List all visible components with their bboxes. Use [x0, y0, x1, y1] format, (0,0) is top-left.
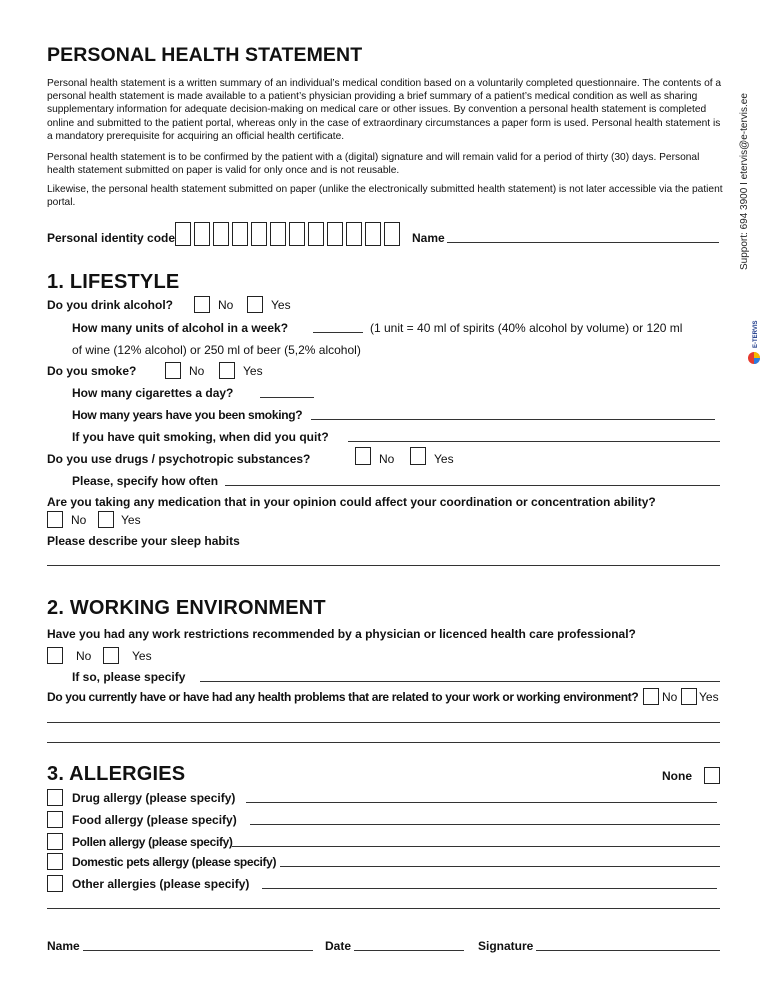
alcohol-question: Do you drink alcohol?: [47, 298, 174, 312]
drug-allergy-label: Drug allergy (please specify): [72, 791, 236, 805]
pollen-allergy-label: Pollen allergy (please specify): [72, 835, 233, 849]
other-allergy-label: Other allergies (please specify): [72, 877, 250, 891]
alcohol-units-question: How many units of alcohol in a week?: [72, 321, 289, 335]
name-label: Name: [412, 231, 445, 245]
e-tervis-logo: [747, 304, 761, 366]
smoke-question: Do you smoke?: [47, 364, 137, 378]
drugs-yes-checkbox[interactable]: [410, 447, 426, 465]
drugs-frequency-field[interactable]: [225, 485, 720, 486]
work-health-problems-question: Do you currently have or have had any health problems that are related to your work or working environment?: [47, 690, 639, 704]
medication-yes-checkbox[interactable]: [98, 511, 114, 528]
medication-no-checkbox[interactable]: [47, 511, 63, 528]
work-restrictions-yes-checkbox[interactable]: [103, 647, 119, 664]
alcohol-yes-label: Yes: [271, 298, 291, 312]
food-allergy-field[interactable]: [250, 824, 720, 825]
work-specify-field[interactable]: [200, 681, 720, 682]
pollen-allergy-field[interactable]: [232, 846, 720, 847]
other-allergy-field[interactable]: [262, 888, 717, 889]
food-allergy-label: Food allergy (please specify): [72, 813, 237, 827]
cigarettes-question: How many cigarettes a day?: [72, 386, 234, 400]
intro-paragraph-1: Personal health statement is a written summary of an individual’s medical condition based on a voluntarily completed questionnaire. The contents of a personal health statement is made available to a patient’s physician providing a brief summary of a patient’s medical condition as well as sharing supplementary information for adequate decision-making on medical care or other issues. By convention a personal health statement is completed online and submitted to the patient portal, whereas only in the case of extraordinary circumstances a paper form is used. Personal health statement is a mandatory prerequisite for acquiring an official health certificate.: [47, 78, 722, 142]
quit-smoking-question: If you have quit smoking, when did you quit?: [72, 430, 329, 444]
smoke-yes-checkbox[interactable]: [219, 362, 235, 379]
footer-date-field[interactable]: [354, 950, 464, 951]
work-problems-yes-checkbox[interactable]: [681, 688, 697, 705]
smoke-no-label: No: [189, 364, 205, 378]
page-title: PERSONAL HEALTH STATEMENT: [47, 44, 363, 66]
footer-signature-field[interactable]: [536, 950, 720, 951]
drugs-frequency-question: Please, specify how often: [72, 474, 219, 488]
allergies-heading: 3. ALLERGIES: [47, 763, 186, 785]
smoking-years-field[interactable]: [311, 419, 715, 420]
work-specify-label: If so, please specify: [72, 670, 186, 684]
cigarettes-field[interactable]: [260, 397, 314, 398]
smoke-no-checkbox[interactable]: [165, 362, 181, 379]
allergies-extra-line[interactable]: [47, 908, 720, 909]
sleep-field[interactable]: [47, 565, 720, 566]
pets-allergy-checkbox[interactable]: [47, 853, 63, 870]
footer-name-label: Name: [47, 939, 80, 953]
intro-paragraph-3: Likewise, the personal health statement submitted on paper (unlike the electronically submitted health statement) is not later accessible via the patient portal.: [47, 184, 723, 209]
footer-signature-label: Signature: [478, 939, 534, 953]
drug-allergy-checkbox[interactable]: [47, 789, 63, 806]
drugs-no-checkbox[interactable]: [355, 447, 371, 465]
lifestyle-heading: 1. LIFESTYLE: [47, 271, 180, 293]
alcohol-no-checkbox[interactable]: [194, 296, 210, 313]
drugs-question: Do you use drugs / psychotropic substances?: [47, 452, 311, 466]
smoking-years-question: How many years have you been smoking?: [72, 408, 303, 422]
alcohol-units-note-1: (1 unit = 40 ml of spirits (40% alcohol by volume) or 120 ml: [370, 321, 683, 335]
medication-question: Are you taking any medication that in your opinion could affect your coordination or concentration ability?: [47, 495, 656, 509]
support-contact: Support: 694 3900 I etervis@e-tervis.ee: [739, 93, 750, 270]
work-problems-no-checkbox[interactable]: [643, 688, 659, 705]
allergies-none-checkbox[interactable]: [704, 767, 720, 784]
alcohol-units-note-2: of wine (12% alcohol) or 250 ml of beer (5,2% alcohol): [72, 343, 361, 357]
name-field[interactable]: [447, 242, 719, 243]
food-allergy-checkbox[interactable]: [47, 811, 63, 828]
work-problems-no-label: No: [662, 690, 678, 704]
footer-date-label: Date: [325, 939, 352, 953]
allergies-none-label: None: [662, 769, 692, 783]
medication-yes-label: Yes: [121, 513, 141, 527]
work-problems-line-1[interactable]: [47, 722, 720, 723]
alcohol-yes-checkbox[interactable]: [247, 296, 263, 313]
work-problems-line-2[interactable]: [47, 742, 720, 743]
medication-no-label: No: [71, 513, 87, 527]
work-restrictions-no-label: No: [76, 649, 92, 663]
other-allergy-checkbox[interactable]: [47, 875, 63, 892]
footer-name-field[interactable]: [83, 950, 313, 951]
pollen-allergy-checkbox[interactable]: [47, 833, 63, 850]
logo-text: E-TERVIS: [753, 320, 759, 348]
personal-id-label: Personal identity code: [47, 231, 176, 245]
work-restrictions-yes-label: Yes: [132, 649, 152, 663]
work-restrictions-no-checkbox[interactable]: [47, 647, 63, 664]
pets-allergy-label: Domestic pets allergy (please specify): [72, 855, 277, 869]
drugs-yes-label: Yes: [434, 452, 454, 466]
pets-allergy-field[interactable]: [280, 866, 720, 867]
quit-smoking-field[interactable]: [348, 441, 720, 442]
work-heading: 2. WORKING ENVIRONMENT: [47, 597, 326, 619]
smoke-yes-label: Yes: [243, 364, 263, 378]
intro-paragraph-2: Personal health statement is to be confirmed by the patient with a (digital) signature and will remain valid for a period of thirty (30) days. Personal health statement submitted on paper is valid for only once and is not reusable.: [47, 152, 700, 177]
work-restrictions-question: Have you had any work restrictions recommended by a physician or licenced health care professional?: [47, 627, 636, 641]
work-problems-yes-label: Yes: [699, 690, 719, 704]
sleep-question: Please describe your sleep habits: [47, 534, 240, 548]
drug-allergy-field[interactable]: [246, 802, 717, 803]
alcohol-no-label: No: [218, 298, 234, 312]
drugs-no-label: No: [379, 452, 395, 466]
alcohol-units-field[interactable]: [313, 332, 363, 333]
